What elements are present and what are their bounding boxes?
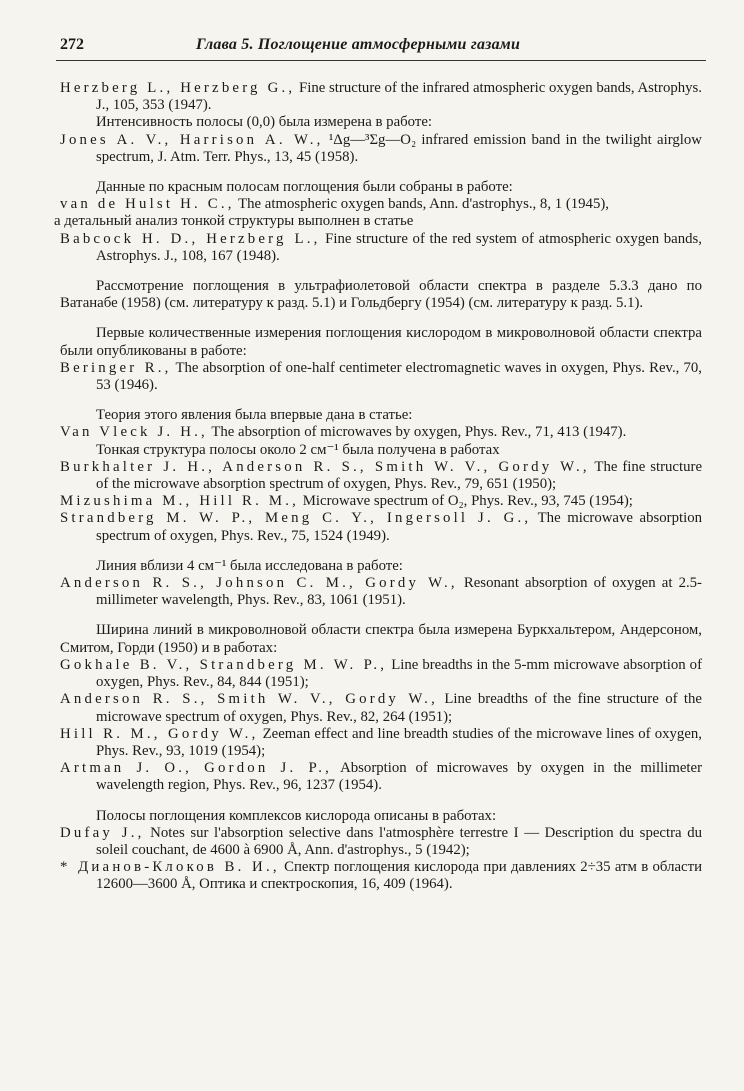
reference-author: Burkhalter J. H., Anderson R. S., Smith W. V., Gordy W., <box>60 458 590 475</box>
reference-text: The absorption of one-half centimeter electromagnetic waves in oxygen, Phys. Rev., 70, 53 (1946). <box>96 359 702 394</box>
reference-author: van de Hulst H. C., <box>60 196 235 213</box>
reference-author: Jones A. V., Harrison A. W., <box>60 131 324 148</box>
reference-author: Babcock H. D., Herzberg L., <box>60 230 321 247</box>
reference-author: Dufay J., <box>60 824 145 841</box>
paragraph: Первые количественные измерения поглощения кислородом в микроволновой области спектра были опубликованы в работе: <box>60 325 702 359</box>
reference-author: Gokhale B. V., Strandberg M. W. P., <box>60 656 388 673</box>
reference-author: Artman J. O., Gordon J. P., <box>60 760 333 777</box>
page-number: 272 <box>60 36 84 53</box>
reference-text: The fine structure of the microwave absorption spectrum of oxygen, Phys. Rev., 79, 651 (1950); <box>96 458 703 493</box>
reference-author: Mizushima M., Hill R. M., <box>60 493 300 510</box>
paragraph-gap <box>60 265 702 278</box>
running-header <box>56 34 706 61</box>
chapter-title: Глава 5. Поглощение атмосферными газами <box>196 36 521 53</box>
reference-text: Спектр поглощения кислорода при давлениях 2÷35 атм в области 12600—3600 Å, Оптика и спектроскопия, 16, 409 (1964). <box>96 859 702 893</box>
reference-entry <box>60 360 702 394</box>
reference-text: Notes sur l'absorption selective dans l'atmosphère terrestre I — Description du spectra du soleil couchant, de 4600 à 6900 Å, Ann. d'astrophys., 5 (1942); <box>96 824 702 858</box>
reference-entry <box>60 424 702 441</box>
paragraph: Рассмотрение поглощения в ультрафиолетовой области спектра в разделе 5.3.3 дано по Ватанабе (1958) (см. литературу к разд. 5.1) и Гольдбергу (1954) (см. литературу к разд. 5.1). <box>60 278 702 312</box>
intro-line: а детальный анализ тонкой структуры выполнен в статье <box>54 213 414 230</box>
intro-line: Тонкая структура полосы около 2 см⁻¹ была получена в работах <box>96 441 500 458</box>
reference-entry <box>60 760 702 794</box>
reference-entry <box>60 459 702 493</box>
reference-entry <box>60 691 702 725</box>
reference-author: Hill R. M., Gordy W., <box>60 725 259 742</box>
reference-entry <box>60 132 702 166</box>
reference-author: Strandberg M. W. P., Meng C. Y., Ingersoll J. G., <box>60 510 532 527</box>
reference-author: * Дианов-Клоков В. И., <box>60 859 280 876</box>
reference-text: The atmospheric oxygen bands, Ann. d'astrophys., 8, 1 (1945), <box>234 196 609 213</box>
reference-entry <box>60 825 702 859</box>
reference-text: ¹Δg—³Σg—O₂ infrared emission band in the twilight airglow spectrum, J. Atm. Terr. Phys., 13, 45 (1958). <box>96 131 702 165</box>
intro-line: Теория этого явления была впервые дана в статье: <box>96 407 413 424</box>
paragraph-gap <box>60 166 702 179</box>
intro-line: Полосы поглощения комплексов кислорода описаны в работах: <box>96 807 497 824</box>
reference-author: Beringer R., <box>60 359 172 376</box>
reference-text: Fine structure of the infrared atmospheric oxygen bands, Astrophys. J., 105, 353 (1947). <box>96 80 702 114</box>
reference-text: Microwave spectrum of O₂, Phys. Rev., 93, 745 (1954); <box>299 493 633 510</box>
reference-text: Fine structure of the red system of atmospheric oxygen bands, Astrophys. J., 108, 167 (1948). <box>96 230 702 264</box>
paragraph-gap <box>60 312 702 325</box>
reference-text: The microwave absorption spectrum of oxygen, Phys. Rev., 75, 1524 (1949). <box>96 510 702 544</box>
reference-entry <box>60 657 702 691</box>
reference-entry <box>60 80 702 114</box>
reference-text: Resonant absorption of oxygen at 2.5-millimeter wavelength, Phys. Rev., 83, 1061 (1951). <box>96 575 702 609</box>
intro-line: Интенсивность полосы (0,0) была измерена в работе: <box>96 114 433 131</box>
reference-entry <box>60 231 702 265</box>
paragraph-gap <box>60 394 702 407</box>
paragraph: Ширина линий в микроволновой области спектра была измерена Буркхальтером, Андерсоном, Смитом, Горди (1950) и в работах: <box>60 622 702 656</box>
reference-text: Zeeman effect and line breadth studies of the microwave lines of oxygen, Phys. Rev., 93, 1019 (1954); <box>96 725 702 759</box>
reference-entry <box>60 726 702 760</box>
reference-author: Anderson R. S., Smith W. V., Gordy W., <box>60 691 438 708</box>
reference-author: Van Vleck J. H., <box>60 424 208 441</box>
reference-author: Anderson R. S., Johnson C. M., Gordy W., <box>60 575 458 592</box>
reference-text: Absorption of microwaves by oxygen in the millimeter wavelength region, Phys. Rev., 96, 1237 (1954). <box>96 760 703 794</box>
reference-entry <box>60 859 702 893</box>
paragraph-gap <box>60 795 702 808</box>
page-body <box>54 80 703 894</box>
reference-text: The absorption of microwaves by oxygen, Phys. Rev., 71, 413 (1947). <box>207 424 627 441</box>
reference-entry <box>60 196 702 213</box>
reference-entry <box>60 575 702 609</box>
intro-line: Данные по красным полосам поглощения были собраны в работе: <box>96 179 513 196</box>
reference-entry <box>60 510 702 544</box>
paragraph-gap <box>60 545 702 558</box>
paragraph-gap <box>60 609 702 622</box>
reference-entry <box>60 493 702 510</box>
reference-text: Line breadths of the fine structure of the microwave spectrum of oxygen, Phys. Rev., 82, 264 (1951); <box>96 691 702 725</box>
intro-line: Линия вблизи 4 см⁻¹ была исследована в работе: <box>96 557 403 574</box>
reference-text: Line breadths in the 5-mm microwave absorption of oxygen, Phys. Rev., 84, 844 (1951); <box>96 656 703 691</box>
reference-author: Herzberg L., Herzberg G., <box>60 80 296 96</box>
